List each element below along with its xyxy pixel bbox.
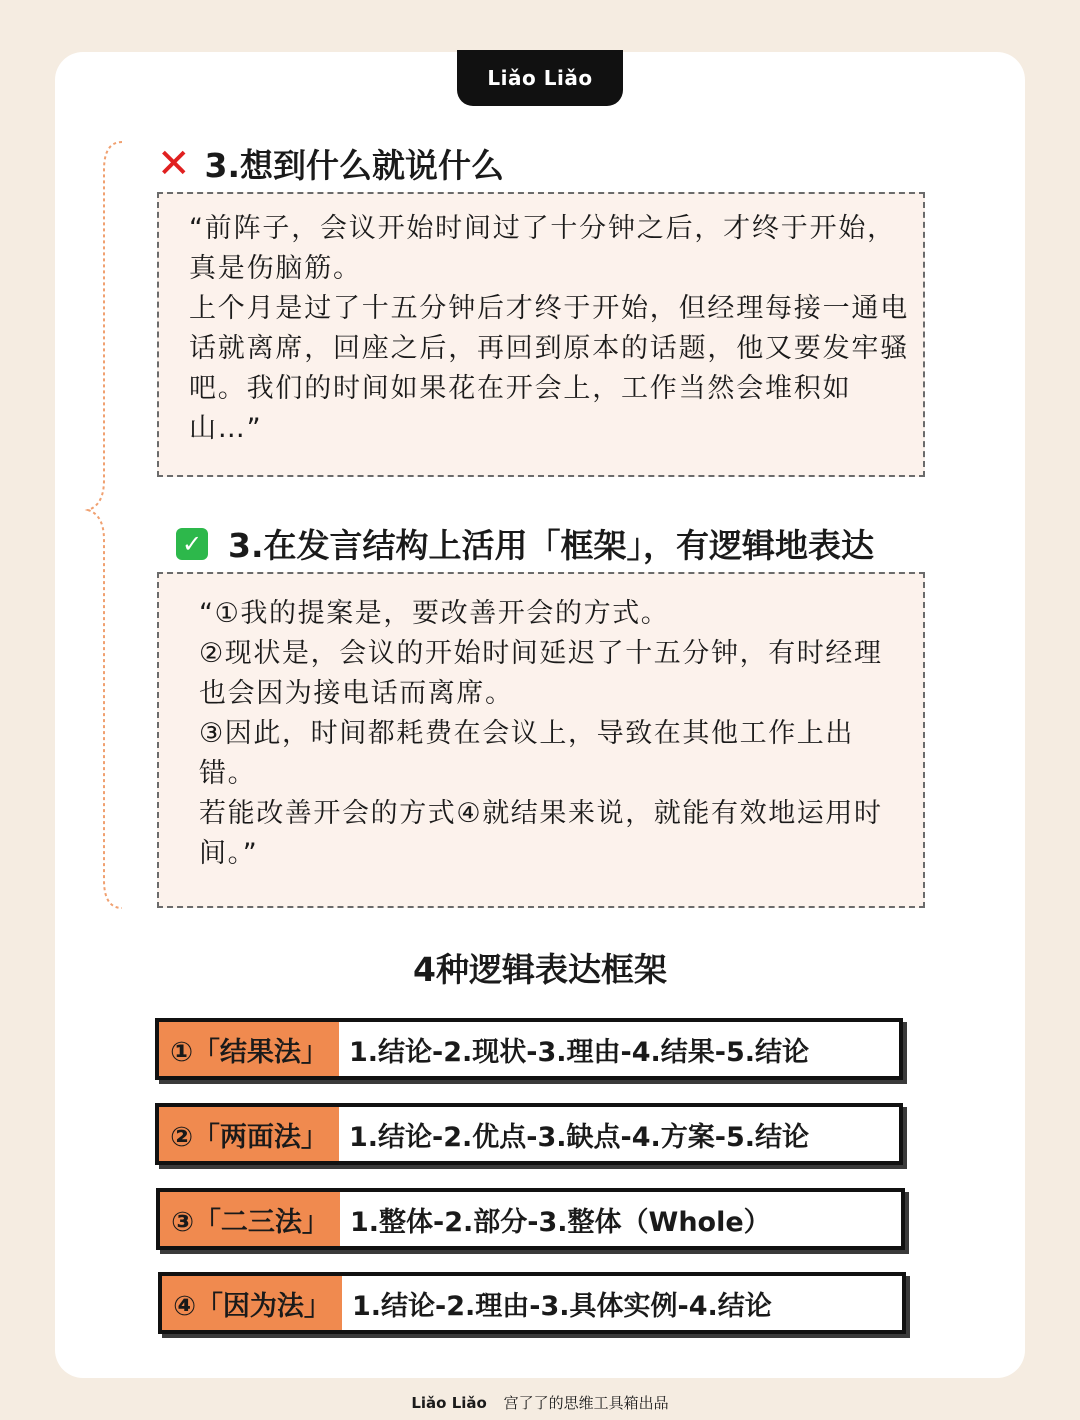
quote-line: 真是伤脑筋。 [189, 253, 362, 284]
framework-label: ④「因为法」 [162, 1276, 342, 1330]
good-example-quote [157, 572, 925, 908]
framework-steps: 1.结论-2.理由-3.具体实例-4.结论 [352, 1290, 772, 1322]
framework-steps: 1.结论-2.现状-3.理由-4.结果-5.结论 [349, 1036, 810, 1068]
bad-example-quote [157, 192, 925, 477]
framework-label: ①「结果法」 [159, 1022, 339, 1076]
good-example-title: 3.在发言结构上活用「框架」，有逻辑地表达 [228, 526, 874, 565]
check-mark-icon: ✓ [176, 528, 208, 560]
footer [0, 1392, 1080, 1413]
framework-label: ②「两面法」 [159, 1107, 339, 1161]
framework-row-because [158, 1272, 906, 1334]
framework-row-two-sides [155, 1103, 903, 1165]
footer-logo: Liǎo Liǎo [411, 1394, 487, 1412]
bad-example-heading [157, 140, 504, 187]
brand-logo-text: Liǎo Liǎo [487, 66, 593, 90]
quote-line: “①我的提案是，要改善开会的方式。 [199, 598, 670, 629]
curly-brace-decoration [84, 140, 124, 910]
framework-label: ③「二三法」 [160, 1192, 340, 1246]
quote-line: 间。” [199, 838, 259, 869]
cross-mark-icon: ✕ [157, 140, 191, 187]
quote-line: 若能改善开会的方式④就结果来说，就能有效地运用时 [199, 798, 883, 829]
framework-steps: 1.结论-2.优点-3.缺点-4.方案-5.结论 [349, 1121, 810, 1153]
framework-steps: 1.整体-2.部分-3.整体（Whole） [350, 1206, 771, 1238]
frameworks-title: 4种逻辑表达框架 [413, 950, 667, 989]
quote-line: ②现状是，会议的开始时间延迟了十五分钟，有时经理 [199, 638, 883, 669]
footer-tagline: 宫了了的思维工具箱出品 [503, 1394, 669, 1412]
quote-line: 吧。我们的时间如果花在开会上，工作当然会堆积如 [189, 373, 852, 404]
quote-line: “前阵子，会议开始时间过了十分钟之后，才终于开始， [189, 213, 896, 244]
quote-line: ③因此，时间都耗费在会议上，导致在其他工作上出 [199, 718, 855, 749]
brand-logo [457, 50, 623, 106]
quote-line: 话就离席，回座之后，再回到原本的话题，他又要发牢骚 [189, 333, 909, 364]
quote-line: 上个月是过了十五分钟后才终于开始，但经理每接一通电 [189, 293, 909, 324]
framework-row-two-three [156, 1188, 905, 1250]
bad-example-title: 3.想到什么就说什么 [204, 146, 505, 185]
good-example-heading [176, 520, 874, 567]
framework-row-result [155, 1018, 903, 1080]
quote-line: 山…” [189, 413, 263, 444]
quote-line: 错。 [199, 758, 257, 789]
quote-line: 也会因为接电话而离席。 [199, 678, 514, 709]
